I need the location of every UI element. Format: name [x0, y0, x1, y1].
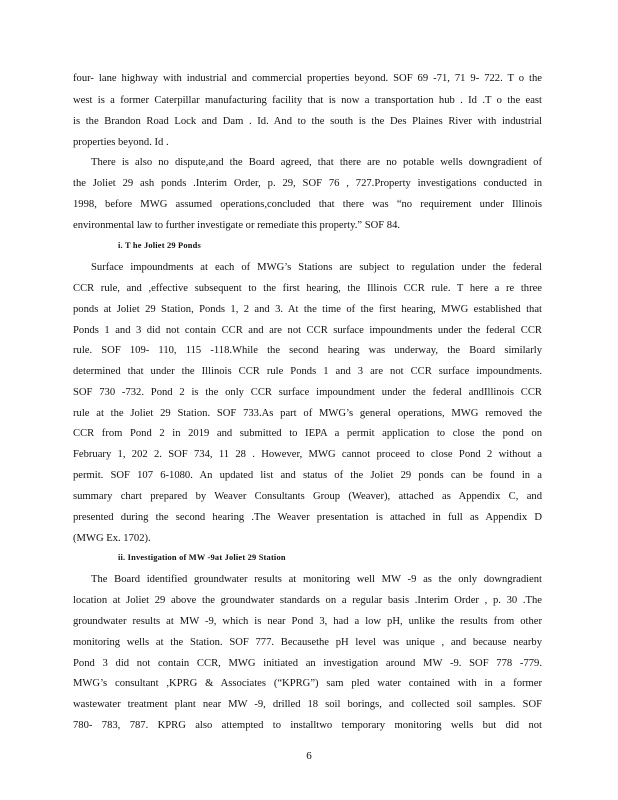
text-line: is the Brandon Road Lock and Dam . Id. And to the south is the Des Plaines River with industrial: [73, 116, 542, 127]
text-line: (MWG Ex. 1702).: [73, 533, 151, 544]
section-heading: ii. Investigation of MW -9at Joliet 29 Station: [118, 553, 286, 562]
text-line: Pond 3 did not contain CCR, MWG initiated an investigation around MW -9. SOF 778 -779.: [73, 658, 542, 669]
text-line: the Joliet 29 ash ponds .Interim Order, p. 29, SOF 76 , 727.Property investigations conducted in: [73, 178, 542, 189]
text-line: 780- 783, 787. KPRG also attempted to installtwo temporary monitoring wells but did not: [73, 720, 542, 731]
text-line: ponds at Joliet 29 Station, Ponds 1, 2 and 3. At the time of the first hearing, MWG established that: [73, 304, 542, 315]
text-line: presented during the second hearing .The Weaver presentation is attached in full as Appendix D: [73, 512, 542, 523]
page-number: 6: [306, 750, 312, 762]
text-line: CCR rule, and ,effective subsequent to the first hearing, the Illinois CCR rule. T here a re three: [73, 283, 542, 294]
text-line: monitoring wells at the Station. SOF 777. Becausethe pH level was unique , and because nearby: [73, 637, 542, 648]
text-line: rule at the Joliet 29 Station. SOF 733.As part of MWG’s general operations, MWG removed the: [73, 408, 542, 419]
text-line: MWG’s consultant ,KPRG & Associates (“KPRG”) sam pled water contained with in a former: [73, 678, 542, 689]
text-line: groundwater results at MW -9, which is near Pond 3, had a low pH, unlike the results from other: [73, 616, 542, 627]
text-line: Surface impoundments at each of MWG’s Stations are subject to regulation under the federal: [91, 262, 542, 273]
text-line: SOF 730 -732. Pond 2 is the only CCR surface impoundment under the federal andIllinois CCR: [73, 387, 542, 398]
text-line: There is also no dispute,and the Board agreed, that there are no potable wells downgradient of: [91, 157, 542, 168]
text-line: 1998, before MWG assumed operations,concluded that there was “no requirement under Illinois: [73, 199, 542, 210]
text-line: February 1, 202 2. SOF 734, 11 28 . However, MWG cannot proceed to close Pond 2 without a: [73, 449, 542, 460]
text-line: rule. SOF 109- 110, 115 -118.While the second hearing was underway, the Board similarly: [73, 345, 542, 356]
text-line: permit. SOF 107 6-1080. An updated list and status of the Joliet 29 ponds can be found in a: [73, 470, 542, 481]
text-line: location at Joliet 29 above the groundwater standards on a regular basis .Interim Order , p. 30 .The: [73, 595, 542, 606]
text-line: summary chart prepared by Weaver Consultants Group (Weaver), attached as Appendix C, and: [73, 491, 542, 502]
section-heading: i. T he Joliet 29 Ponds: [118, 241, 201, 250]
text-line: The Board identified groundwater results at monitoring well MW -9 as the only downgradient: [91, 574, 542, 585]
text-line: properties beyond. Id .: [73, 137, 169, 148]
text-line: environmental law to further investigate or remediate this property.” SOF 84.: [73, 220, 401, 231]
text-line: determined that under the Illinois CCR rule Ponds 1 and 3 are not CCR surface impoundments.: [73, 366, 542, 377]
text-line: four- lane highway with industrial and commercial properties beyond. SOF 69 -71, 71 9- 722. T o the: [73, 73, 542, 84]
text-line: west is a former Caterpillar manufacturing facility that is now a transportation hub . Id .T o the east: [73, 95, 542, 106]
text-line: Ponds 1 and 3 did not contain CCR and are not CCR surface impoundments under the federal CCR: [73, 325, 542, 336]
text-line: CCR from Pond 2 in 2019 and submitted to IEPA a permit application to close the pond on: [73, 428, 542, 439]
text-line: wastewater treatment plant near MW -9, drilled 18 soil borings, and collected soil samples. SOF: [73, 699, 542, 710]
